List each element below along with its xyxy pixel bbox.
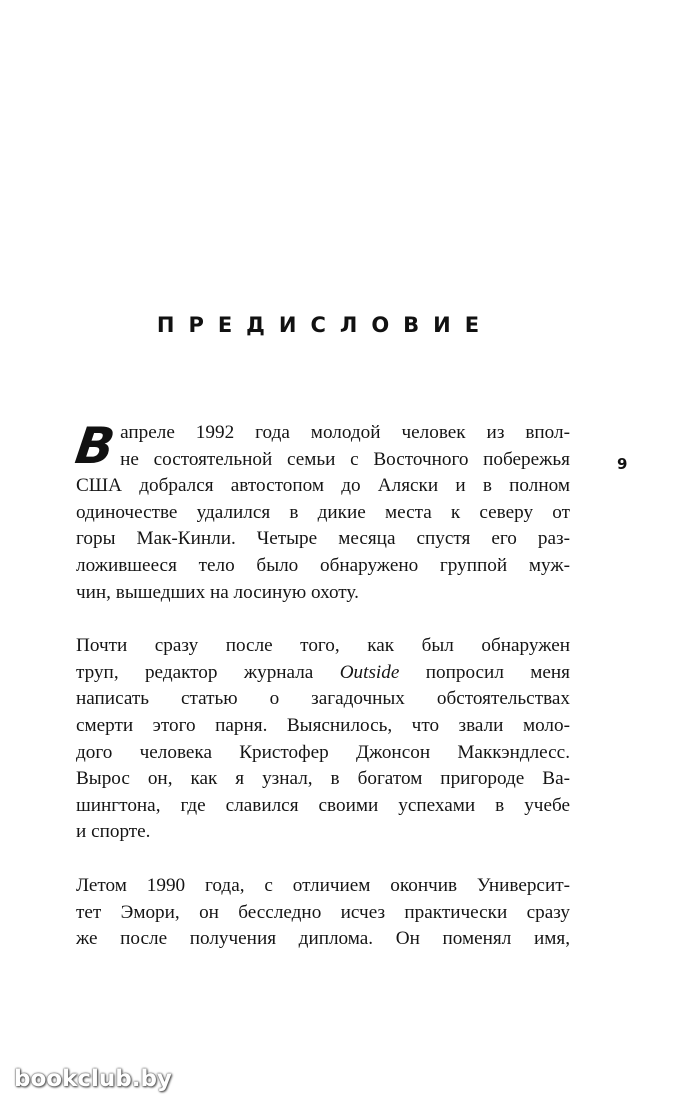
chapter-title: ПРЕДИСЛОВИЕ: [156, 313, 494, 337]
text-line-with-italic: [76, 660, 570, 687]
text-line: дого человека Кристофер Джонсон Маккэндлесс.: [76, 741, 570, 763]
text-line: шингтона, где славился своими успехами в учебе: [76, 794, 570, 816]
page-number: 9: [617, 455, 628, 473]
paragraph-2: [76, 633, 570, 846]
text-line: чин, вышедших на лосиную охоту.: [76, 581, 359, 603]
text-segment: труп, редактор журнала: [76, 661, 314, 683]
text-line: США добрался автостопом до Аляски и в полном: [76, 475, 570, 497]
paragraph-3: [76, 873, 570, 953]
text-line: ложившееся тело было обнаружено группой муж-: [76, 554, 570, 576]
watermark-logo: bookclub.by: [14, 1066, 172, 1092]
text-line: тет Эмори, он бесследно исчез практически сразу: [76, 901, 570, 923]
text-line: одиночестве удалился в дикие места к северу от: [76, 501, 570, 523]
text-line: Вырос он, как я узнал, в богатом пригороде Ва-: [76, 768, 570, 790]
text-segment: попросил меня: [425, 661, 571, 683]
drop-cap: В: [71, 417, 119, 475]
text-line: Летом 1990 года, с отличием окончив Университ-: [76, 874, 570, 896]
text-line: смерти этого парня. Выяснилось, что звали моло-: [76, 714, 570, 736]
text-line: не состоятельной семьи с Восточного побережья: [120, 448, 570, 470]
text-line: написать статью о загадочных обстоятельствах: [76, 688, 570, 710]
text-line: и спорте.: [76, 821, 151, 843]
text-line: горы Мак-Кинли. Четыре месяца спустя его раз-: [76, 528, 570, 550]
text-line: же после получения диплома. Он поменял имя,: [76, 928, 570, 950]
paragraph-1: [71, 417, 570, 606]
text-line: Почти сразу после того, как был обнаружен: [76, 635, 570, 657]
text-line: апреле 1992 года молодой человек из впол-: [120, 422, 570, 443]
magazine-title: Outside: [339, 661, 400, 683]
body-text: [71, 417, 571, 980]
